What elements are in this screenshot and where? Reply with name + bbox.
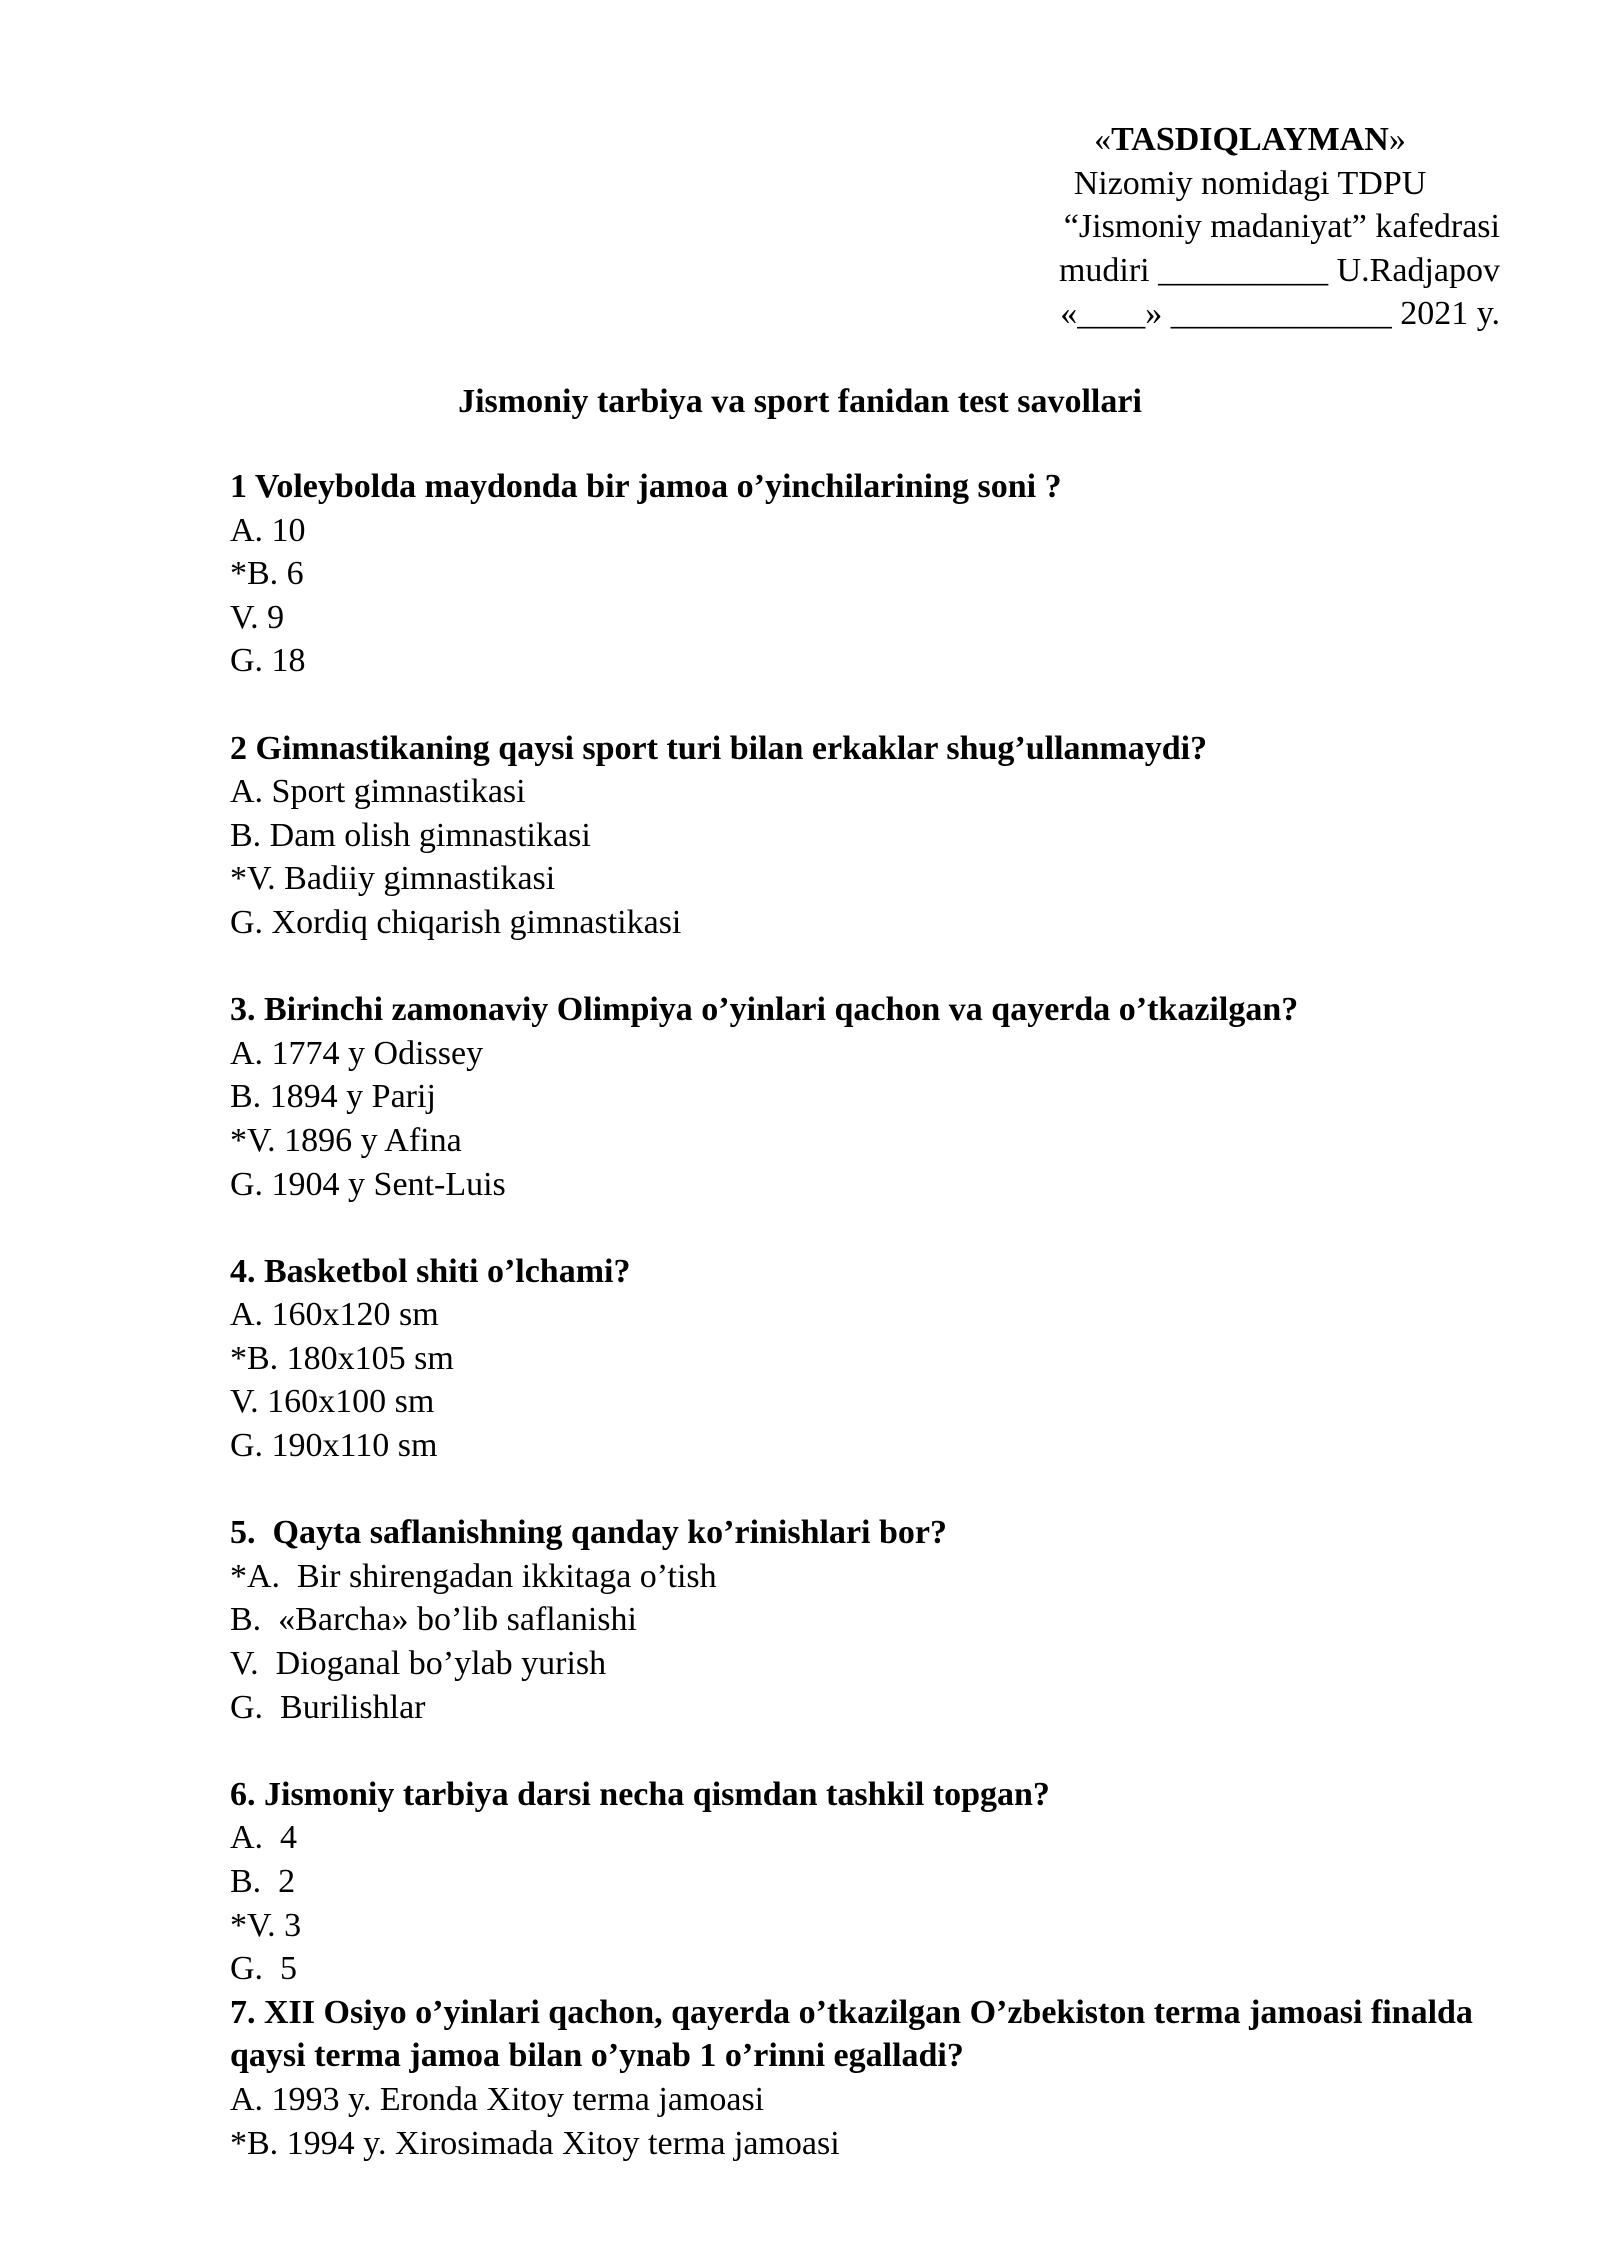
answer-option: G. 190x110 sm (230, 1427, 438, 1465)
question-text: 5. Qayta saflanishning qanday ko’rinishlari bor? (230, 1514, 948, 1552)
answer-option: *B. 6 (230, 555, 304, 593)
answer-option: G. 18 (230, 642, 306, 680)
answer-option: A. 4 (230, 1819, 298, 1857)
answer-option: *A. Bir shirengadan ikkitaga o’tish (230, 1557, 717, 1595)
answer-option: A. 160x120 sm (230, 1296, 439, 1334)
approval-institution: Nizomiy nomidagi TDPU (1073, 164, 1427, 202)
question-2 (230, 727, 1510, 945)
question-3 (230, 988, 1510, 1206)
approval-quote-open: « (1094, 121, 1112, 158)
approval-title: TASDIQLAYMAN (1111, 121, 1389, 158)
answer-option: B. 2 (230, 1863, 296, 1900)
answer-option: V. 160x100 sm (230, 1383, 435, 1421)
approval-heading (1000, 118, 1500, 162)
question-6 (230, 1773, 1510, 1991)
answer-option: *V. 1896 y Afina (230, 1121, 462, 1159)
answer-option: A. 1993 y. Eronda Xitoy terma jamoasi (230, 2080, 765, 2118)
answer-option: *V. 3 (230, 1906, 302, 1944)
question-7 (230, 1991, 1510, 2165)
answer-option: G. Burilishlar (230, 1688, 426, 1726)
answer-option: V. Dioganal bo’ylab yurish (230, 1645, 607, 1683)
question-text: 7. XII Osiyo o’yinlari qachon, qayerda o’tkazilgan O’zbekiston terma jamoasi finalda qaysi terma jamoa bilan o’ynab 1 o’rinni egalladi? (230, 1993, 1482, 2075)
approval-quote-close: » (1388, 121, 1406, 158)
answer-option: B. 1894 y Parij (230, 1078, 436, 1116)
approval-head-signature: mudiri __________ U.Radjapov (1058, 251, 1500, 289)
approval-department: “Jismoniy madaniyat” kafedrasi (1063, 208, 1500, 246)
answer-option: G. 1904 y Sent-Luis (230, 1165, 506, 1203)
answer-option: A. 1774 y Odissey (230, 1034, 484, 1072)
answer-option: G. 5 (230, 1950, 298, 1988)
answer-option: B. Dam olish gimnastikasi (230, 816, 591, 854)
answer-option: *B. 1994 y. Xirosimada Xitoy terma jamoasi (230, 2124, 840, 2162)
question-text: 2 Gimnastikaning qaysi sport turi bilan erkaklar shug’ullanmaydi? (230, 729, 1208, 767)
answer-option: *B. 180x105 sm (230, 1339, 454, 1377)
question-text: 6. Jismoniy tarbiya darsi necha qismdan tashkil topgan? (230, 1775, 1050, 1813)
question-list (230, 465, 1510, 2165)
answer-option: V. 9 (230, 598, 285, 636)
approval-date: «____» _____________ 2021 y. (1060, 295, 1500, 333)
question-1 (230, 465, 1510, 683)
document-title: Jismoniy tarbiya va sport fanidan test savollari (458, 383, 1142, 420)
answer-option: B. «Barcha» bo’lib saflanishi (230, 1601, 637, 1639)
answer-option: G. Xordiq chiqarish gimnastikasi (230, 903, 682, 941)
approval-block (1000, 118, 1500, 336)
question-4 (230, 1250, 1510, 1468)
answer-option: *V. Badiiy gimnastikasi (230, 860, 556, 898)
answer-option: A. Sport gimnastikasi (230, 773, 526, 811)
question-text: 3. Birinchi zamonaviy Olimpiya o’yinlari qachon va qayerda o’tkazilgan? (230, 991, 1299, 1029)
question-text: 1 Voleybolda maydonda bir jamoa o’yinchilarining soni ? (230, 468, 1062, 505)
answer-option: A. 10 (230, 511, 306, 549)
question-text: 4. Basketbol shiti o’lchami? (230, 1252, 631, 1290)
question-5 (230, 1511, 1510, 1729)
